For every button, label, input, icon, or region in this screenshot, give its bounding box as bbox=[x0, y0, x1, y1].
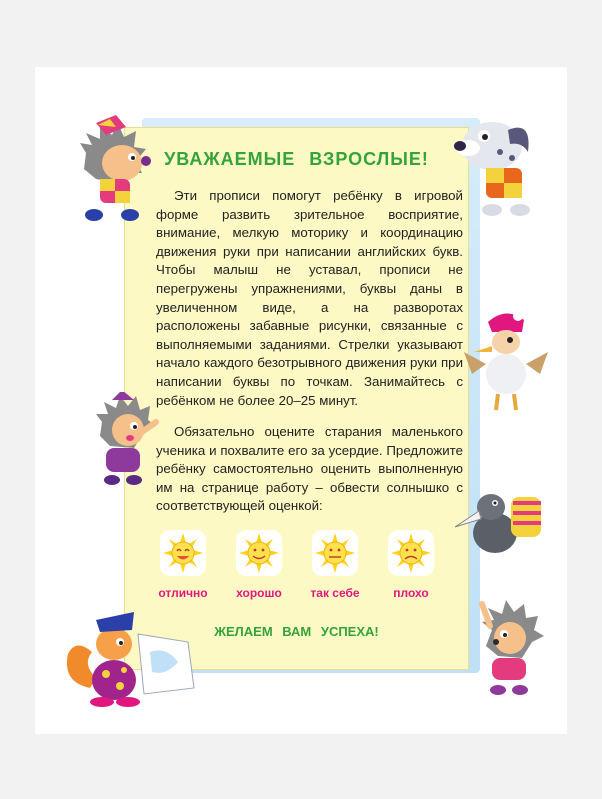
page-title: УВАЖАЕМЫЕ ВЗРОСЛЫЕ! bbox=[164, 149, 429, 169]
crow-icon bbox=[455, 487, 547, 561]
hedgehog-jester-icon bbox=[76, 113, 154, 225]
rating-good[interactable] bbox=[221, 530, 297, 600]
hedgehog-pointing-icon bbox=[94, 392, 166, 488]
intro-paragraph: Эти прописи помогут ребёнку в игровой форме развить зрительное восприятие, внимание, мелкую моторику и координацию движения руки при написании английских букв. Чтобы малыш не уставал, прописи не перегружены упражнениями, буквы даны в увеличенном виде, а на разворотах расположены забавные рисунки, связанные с выполняемыми заданиями. Стрелки указывают начало каждого безотрывного движения руки при написании буквы по точкам. Занимайтесь с ребёнком не более 20–25 минут. bbox=[156, 188, 463, 408]
rating-label-excellent: отлично bbox=[158, 586, 208, 600]
rating-excellent[interactable] bbox=[145, 530, 221, 600]
rating-bad[interactable] bbox=[373, 530, 449, 600]
hedgehog-waving-icon bbox=[476, 596, 546, 700]
evaluation-paragraph: Обязательно оцените старания маленького ученика и похвалите его за усердие. Предложите ребёнку самостоятельно оценить выполненную им на странице работу – обвести солнышко с соответствующей оценкой: bbox=[156, 424, 463, 514]
bird-in-hat-icon bbox=[462, 308, 548, 416]
rating-label-so-so: так себе bbox=[310, 586, 360, 600]
rating-label-good: хорошо bbox=[236, 586, 282, 600]
squirrel-painter-icon bbox=[62, 602, 198, 708]
rating-so-so[interactable] bbox=[297, 530, 373, 600]
rating-suns bbox=[145, 530, 450, 610]
notice-card bbox=[124, 127, 469, 670]
closing-wish: ЖЕЛАЕМ ВАМ УСПЕХА! bbox=[214, 624, 379, 639]
sun-so-so-icon bbox=[312, 530, 358, 576]
rating-label-bad: плохо bbox=[393, 586, 429, 600]
sun-bad-icon bbox=[388, 530, 434, 576]
dog-icon bbox=[452, 112, 542, 220]
sun-excellent-icon bbox=[160, 530, 206, 576]
sun-good-icon bbox=[236, 530, 282, 576]
